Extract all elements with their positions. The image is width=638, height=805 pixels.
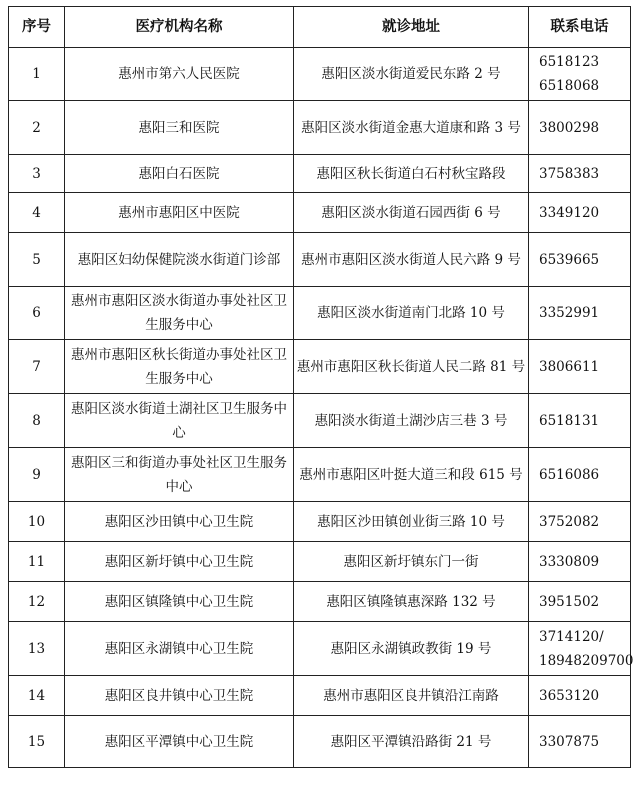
table-row <box>9 676 631 716</box>
contact-phone: 3349120 <box>529 193 631 233</box>
table-header-row <box>9 7 631 48</box>
institution-name: 惠阳区三和街道办事处社区卫生服务中心 <box>65 448 294 502</box>
row-number: 9 <box>9 448 65 502</box>
clinic-address: 惠州市惠阳区叶挺大道三和段 615 号 <box>294 448 529 502</box>
clinic-address: 惠阳区沙田镇创业街三路 10 号 <box>294 502 529 542</box>
table-row <box>9 155 631 193</box>
contact-phone: 6539665 <box>529 233 631 287</box>
contact-phone: 6518131 <box>529 394 631 448</box>
contact-phone: 3758383 <box>529 155 631 193</box>
institution-name: 惠阳区新圩镇中心卫生院 <box>65 542 294 582</box>
institution-name: 惠阳区沙田镇中心卫生院 <box>65 502 294 542</box>
contact-phone: 3330809 <box>529 542 631 582</box>
row-number: 15 <box>9 716 65 768</box>
clinic-address: 惠阳区平潭镇沿路街 21 号 <box>294 716 529 768</box>
table-row <box>9 394 631 448</box>
header-name: 医疗机构名称 <box>65 7 294 48</box>
table-row <box>9 287 631 340</box>
row-number: 11 <box>9 542 65 582</box>
table-row <box>9 716 631 768</box>
institution-name: 惠阳区妇幼保健院淡水街道门诊部 <box>65 233 294 287</box>
row-number: 7 <box>9 340 65 394</box>
clinic-address: 惠州市惠阳区秋长街道人民二路 81 号 <box>294 340 529 394</box>
institution-name: 惠阳区镇隆镇中心卫生院 <box>65 582 294 622</box>
institution-name: 惠阳区永湖镇中心卫生院 <box>65 622 294 676</box>
row-number: 5 <box>9 233 65 287</box>
institution-name: 惠阳三和医院 <box>65 101 294 155</box>
clinic-address: 惠阳淡水街道土湖沙店三巷 3 号 <box>294 394 529 448</box>
institution-name: 惠阳白石医院 <box>65 155 294 193</box>
institution-name: 惠阳区平潭镇中心卫生院 <box>65 716 294 768</box>
contact-phone: 3307875 <box>529 716 631 768</box>
row-number: 14 <box>9 676 65 716</box>
contact-phone: 6518123 6518068 <box>529 48 631 101</box>
row-number: 3 <box>9 155 65 193</box>
row-number: 8 <box>9 394 65 448</box>
clinic-address: 惠阳区淡水街道石园西街 6 号 <box>294 193 529 233</box>
header-no: 序号 <box>9 7 65 48</box>
table-row <box>9 48 631 101</box>
institution-name: 惠州市第六人民医院 <box>65 48 294 101</box>
table-row <box>9 622 631 676</box>
clinic-address: 惠阳区永湖镇政教街 19 号 <box>294 622 529 676</box>
table-row <box>9 340 631 394</box>
clinic-address: 惠阳区镇隆镇惠深路 132 号 <box>294 582 529 622</box>
table-row <box>9 448 631 502</box>
table-row <box>9 101 631 155</box>
contact-phone: 3352991 <box>529 287 631 340</box>
clinic-address: 惠阳区秋长街道白石村秋宝路段 <box>294 155 529 193</box>
table-row <box>9 542 631 582</box>
clinic-address: 惠州市惠阳区良井镇沿江南路 <box>294 676 529 716</box>
contact-phone: 3806611 <box>529 340 631 394</box>
clinic-address: 惠阳区新圩镇东门一街 <box>294 542 529 582</box>
header-phone: 联系电话 <box>529 7 631 48</box>
clinic-address: 惠州市惠阳区淡水街道人民六路 9 号 <box>294 233 529 287</box>
contact-phone: 3653120 <box>529 676 631 716</box>
clinic-address: 惠阳区淡水街道金惠大道康和路 3 号 <box>294 101 529 155</box>
contact-phone: 6516086 <box>529 448 631 502</box>
row-number: 6 <box>9 287 65 340</box>
institution-name: 惠阳区淡水街道土湖社区卫生服务中心 <box>65 394 294 448</box>
header-address: 就诊地址 <box>294 7 529 48</box>
table-row <box>9 502 631 542</box>
institution-name: 惠阳区良井镇中心卫生院 <box>65 676 294 716</box>
table-row <box>9 233 631 287</box>
contact-phone: 3800298 <box>529 101 631 155</box>
row-number: 2 <box>9 101 65 155</box>
row-number: 4 <box>9 193 65 233</box>
contact-phone: 3714120/ 18948209700 <box>529 622 631 676</box>
contact-phone: 3951502 <box>529 582 631 622</box>
clinic-address: 惠阳区淡水街道爱民东路 2 号 <box>294 48 529 101</box>
row-number: 10 <box>9 502 65 542</box>
row-number: 13 <box>9 622 65 676</box>
row-number: 12 <box>9 582 65 622</box>
table-row <box>9 193 631 233</box>
table-row <box>9 582 631 622</box>
clinic-address: 惠阳区淡水街道南门北路 10 号 <box>294 287 529 340</box>
contact-phone: 3752082 <box>529 502 631 542</box>
clinic-table <box>8 6 634 768</box>
row-number: 1 <box>9 48 65 101</box>
institution-name: 惠州市惠阳区淡水街道办事处社区卫生服务中心 <box>65 287 294 340</box>
institution-name: 惠州市惠阳区中医院 <box>65 193 294 233</box>
institution-name: 惠州市惠阳区秋长街道办事处社区卫生服务中心 <box>65 340 294 394</box>
